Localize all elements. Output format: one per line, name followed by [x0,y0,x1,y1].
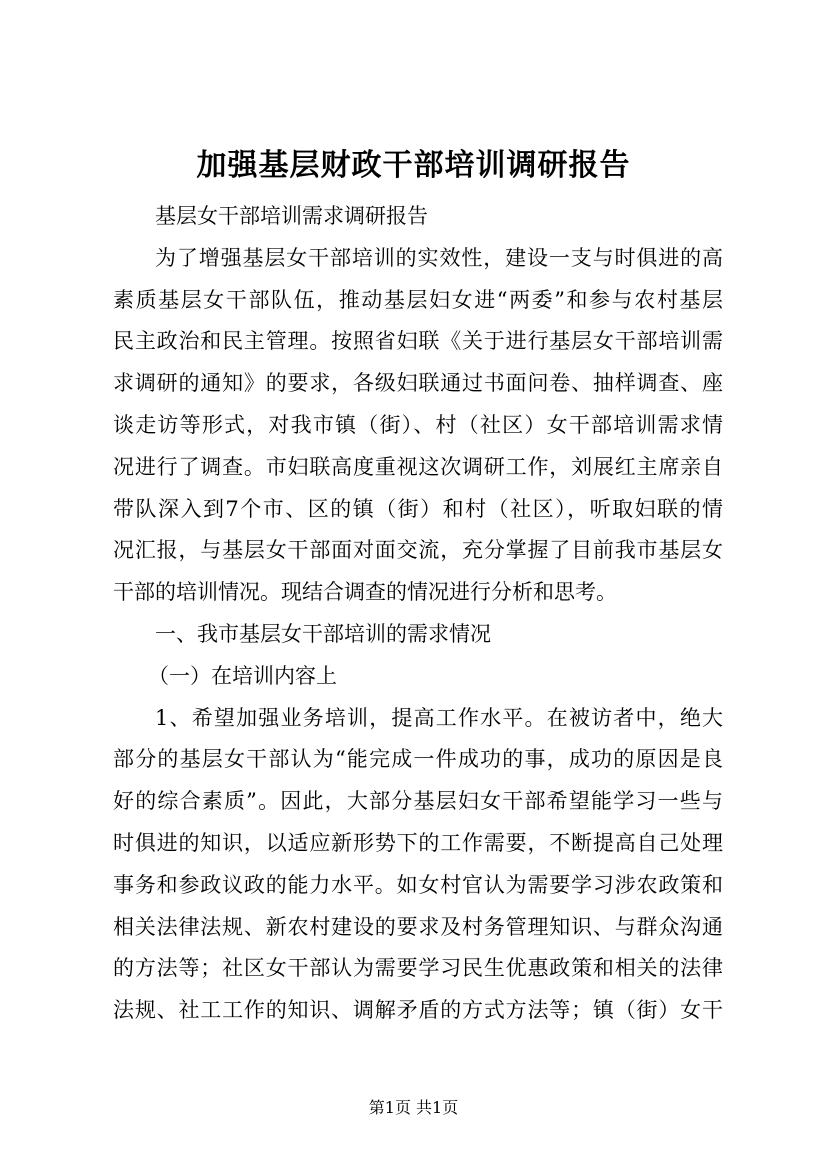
paragraph-line: 部分的基层女干部认为“能完成一件成功的事，成功的原因是良 [113,747,723,772]
paragraph-line: 法规、社工工作的知识、调解矛盾的方式方法等；镇（街）女干 [113,998,723,1023]
paragraph-line: 的方法等；社区女干部认为需要学习民生优惠政策和相关的法律 [113,956,723,981]
paragraph-line: 况汇报，与基层女干部面对面交流，充分掌握了目前我市基层女 [113,538,723,563]
document-body [113,196,723,1032]
paragraph-line: 相关法律法规、新农村建设的要求及村务管理知识、与群众沟通 [113,914,723,939]
paragraph-line: 素质基层女干部队伍，推动基层妇女进“两委”和参与农村基层 [113,287,723,312]
paragraph-line: 民主政治和民主管理。按照省妇联《关于进行基层女干部培训需 [113,329,723,354]
paragraph-line: 带队深入到7个市、区的镇（街）和村（社区），听取妇联的情 [113,496,723,521]
paragraph-line: 事务和参政议政的能力水平。如女村官认为需要学习涉农政策和 [113,872,723,897]
paragraph-line: 况进行了调查。市妇联高度重视这次调研工作，刘展红主席亲自 [113,454,723,479]
paragraph-line: 1、希望加强业务培训，提高工作水平。在被访者中，绝大 [155,705,723,730]
subtitle-line: 基层女干部培训需求调研报告 [155,204,428,228]
paragraph-line: 干部的培训情况。现结合调查的情况进行分析和思考。 [113,580,617,605]
document-title: 加强基层财政干部培训调研报告 [196,148,631,183]
page-footer: 第1页 共1页 [368,1098,459,1117]
paragraph-line: 好的综合素质”。因此，大部分基层妇女干部希望能学习一些与 [113,789,723,814]
paragraph-line: 时俱进的知识，以适应新形势下的工作需要，不断提高自己处理 [113,830,723,855]
paragraph-line: 为了增强基层女干部培训的实效性，建设一支与时俱进的高 [155,245,723,270]
paragraph-line: 谈走访等形式，对我市镇（街）、村（社区）女干部培训需求情 [113,412,723,437]
subsection-heading: （一）在培训内容上 [148,663,337,688]
paragraph-line: 求调研的通知》的要求，各级妇联通过书面问卷、抽样调查、座 [113,371,723,396]
section-heading: 一、我市基层女干部培训的需求情况 [155,621,491,646]
